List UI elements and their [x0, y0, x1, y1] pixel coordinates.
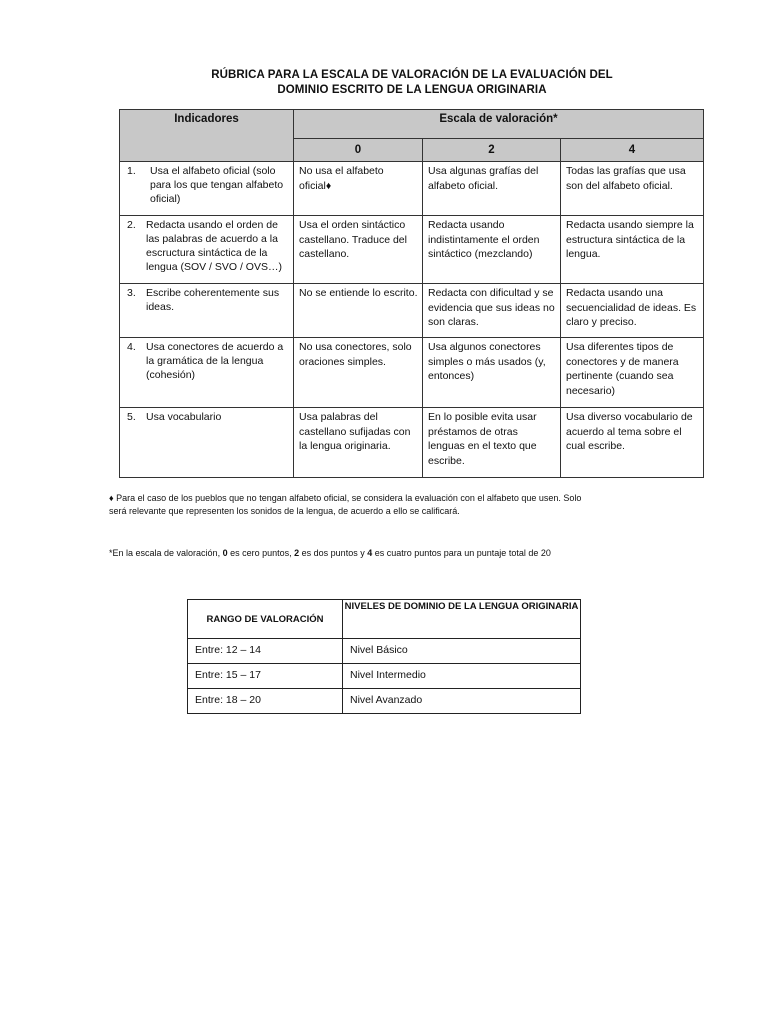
scale-note-text: es cero puntos, — [227, 548, 295, 558]
indicator-text: Usa conectores de acuerdo a la gramática de la lengua (cohesión) — [146, 341, 284, 381]
score-2-cell: Usa algunos conectores simples o más usados (y, entonces) — [428, 341, 546, 382]
scale-value-4: 4 — [561, 139, 704, 162]
alphabet-footnote — [109, 492, 679, 517]
rubric-row — [120, 284, 704, 338]
indicator-number: 2. — [127, 219, 136, 231]
indicator-number: 5. — [127, 411, 136, 423]
document-title — [120, 68, 704, 98]
header-range: RANGO DE VALORACIÓN — [188, 600, 343, 639]
indicator-text: Usa vocabulario — [146, 411, 222, 423]
levels-row — [188, 664, 581, 689]
indicator-text: Usa el alfabeto oficial (solo para los que tengan alfabeto oficial) — [150, 165, 284, 205]
levels-row — [188, 639, 581, 664]
scale-value-2: 2 — [423, 139, 561, 162]
header-indicators: Indicadores — [120, 110, 294, 162]
scale-note — [109, 547, 709, 559]
rubric-table — [119, 109, 704, 478]
score-4-cell: Todas las grafías que usa son del alfabeto oficial. — [566, 165, 686, 192]
scale-note-value: 0 — [222, 548, 228, 558]
range-cell: Entre: 12 – 14 — [188, 639, 343, 664]
score-2-cell: Redacta con dificultad y se evidencia que sus ideas no son claras. — [428, 287, 555, 328]
score-2-cell: Usa algunas grafías del alfabeto oficial. — [428, 165, 539, 192]
range-cell: Entre: 15 – 17 — [188, 664, 343, 689]
header-scale: Escala de valoración* — [294, 110, 704, 139]
score-4-cell: Usa diferentes tipos de conectores y de manera pertinente (cuando sea necesario) — [566, 341, 679, 397]
scale-note-text: es cuatro puntos para un puntaje total de 20 — [372, 548, 551, 558]
scale-value-0: 0 — [294, 139, 423, 162]
score-4-cell: Redacta usando siempre la estructura sintáctica de la lengua. — [566, 219, 694, 260]
level-cell: Nivel Avanzado — [343, 689, 581, 714]
footnote-line-1: ♦ Para el caso de los pueblos que no tengan alfabeto oficial, se considera la evaluación con el alfabeto que usen. Solo — [109, 493, 582, 503]
indicator-text: Escribe coherentemente sus ideas. — [146, 287, 280, 313]
levels-row — [188, 689, 581, 714]
score-0-cell: No se entiende lo escrito. — [299, 287, 418, 299]
score-2-cell: Redacta usando indistintamente el orden sintáctico (mezclando) — [428, 219, 540, 260]
rubric-row — [120, 216, 704, 284]
score-0-cell: Usa palabras del castellano sufijadas con la lengua originaria. — [299, 411, 411, 452]
scale-note-value: 2 — [294, 548, 300, 558]
score-0-cell: Usa el orden sintáctico castellano. Traduce del castellano. — [299, 219, 407, 260]
title-line-1: RÚBRICA PARA LA ESCALA DE VALORACIÓN DE LA EVALUACIÓN DEL — [211, 69, 613, 81]
indicator-number: 3. — [127, 287, 136, 299]
level-cell: Nivel Intermedio — [343, 664, 581, 689]
score-0-cell: No usa el alfabeto oficial♦ — [299, 165, 384, 192]
level-cell: Nivel Básico — [343, 639, 581, 664]
scale-note-text: es dos puntos y — [299, 548, 368, 558]
score-2-cell: En lo posible evita usar préstamos de otras lenguas en el texto que escribe. — [428, 411, 537, 467]
rubric-row — [120, 338, 704, 408]
indicator-number: 1. — [127, 165, 136, 177]
score-0-cell: No usa conectores, solo oraciones simples. — [299, 341, 412, 368]
score-4-cell: Usa diverso vocabulario de acuerdo al tema sobre el cual escribe. — [566, 411, 693, 452]
score-4-cell: Redacta usando una secuencialidad de ideas. Es claro y preciso. — [566, 287, 697, 328]
rubric-row — [120, 162, 704, 216]
footnote-line-2: será relevante que representen los sonidos de la lengua, de acuerdo a ello se calificará. — [109, 505, 460, 516]
header-level: NIVELES DE DOMINIO DE LA LENGUA ORIGINARIA — [343, 600, 581, 639]
indicator-number: 4. — [127, 341, 136, 353]
title-line-2: DOMINIO ESCRITO DE LA LENGUA ORIGINARIA — [277, 84, 547, 96]
rubric-row — [120, 408, 704, 478]
scale-note-value: 4 — [367, 548, 373, 558]
levels-table — [187, 599, 581, 714]
scale-note-text: *En la escala de valoración, — [109, 548, 223, 558]
indicator-text: Redacta usando el orden de las palabras de acuerdo a la escructura sintáctica de la lengua (SOV / SVO / OVS…) — [146, 219, 282, 273]
range-cell: Entre: 18 – 20 — [188, 689, 343, 714]
